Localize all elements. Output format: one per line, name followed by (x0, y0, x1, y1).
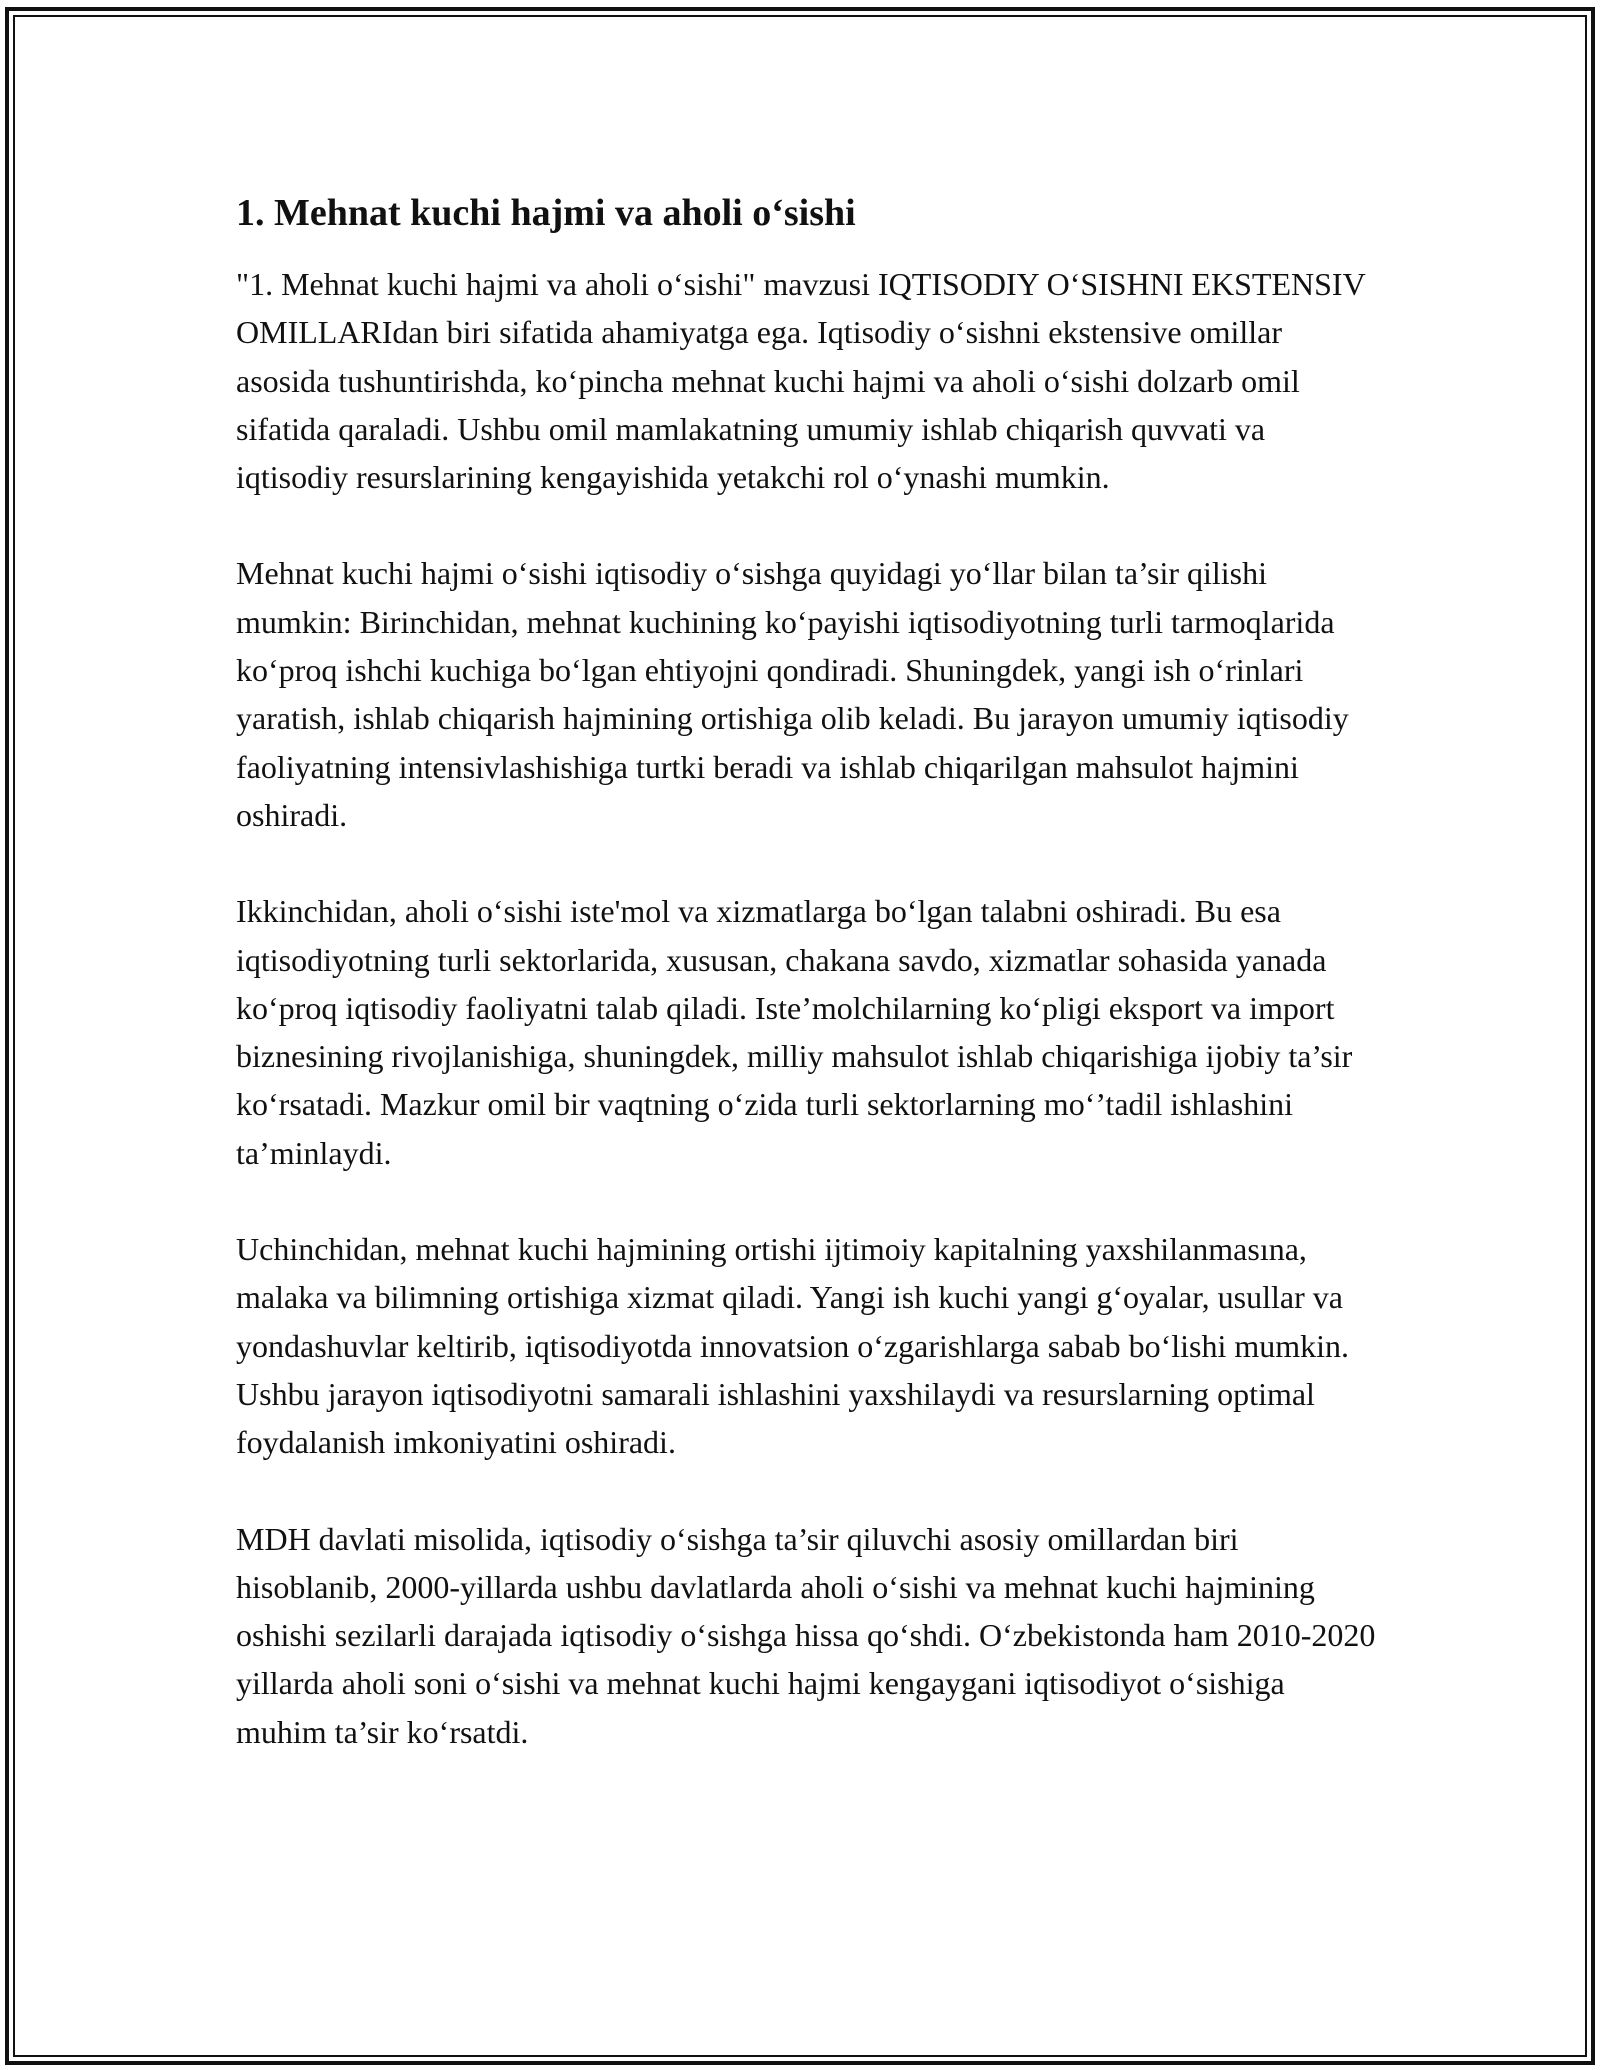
paragraph-cis-example: MDH davlati misolida, iqtisodiy o‘sishga ta’sir qiluvchi asosiy omillardan biri hisoblanib, 2000-yillarda ushbu davlatlarda aholi o‘sishi va mehnat kuchi hajmining oshishi sezilarli darajada iqtisodiy o‘sishga hissa qo‘shdi. O‘zbekistonda ham 2010-2020 yillarda aholi soni o‘sishi va mehnat kuchi hajmi kengaygani iqtisodiyot o‘sishiga muhim ta’sir ko‘rsatdi. (236, 1520, 1376, 1750)
paragraph-second-effect: Ikkinchidan, aholi o‘sishi iste'mol va xizmatlarga bo‘lgan talabni oshiradi. Bu esa iqtisodiyotning turli sektorlarida, xususan, chakana savdo, xizmatlar sohasida yanada ko‘proq iqtisodiy faoliyatni talab qiladi. Iste’molchilarning ko‘pligi eksport va import biznesining rivojlanishiga, shuningdek, milliy mahsulot ishlab chiqarishiga ijobiy ta’sir ko‘rsatadi. Mazkur omil bir vaqtning o‘zida turli sektorlarning mo‘’tadil ishlashini ta’minlaydi. (236, 893, 1353, 1171)
paragraph-first-effect: Mehnat kuchi hajmi o‘sishi iqtisodiy o‘sishga quyidagi yo‘llar bilan ta’sir qilishi mumkin: Birinchidan, mehnat kuchining ko‘payishi iqtisodiyotning turli tarmoqlarida ko‘proq ishchi kuchiga bo‘lgan ehtiyojni qondiradi. Shuningdek, yangi ish o‘rinlari yaratish, ishlab chiqarish hajmining ortishiga olib keladi. Bu jarayon umumiy iqtisodiy faoliyatning intensivlashishiga turtki beradi va ishlab chiqarilgan mahsulot hajmini oshiradi. (236, 555, 1349, 833)
paragraph-intro: "1. Mehnat kuchi hajmi va aholi o‘sishi" mavzusi IQTISODIY O‘SISHNI EKSTENSIV OMILLARIdan biri sifatida ahamiyatga ega. Iqtisodiy o‘sishni ekstensive omillar asosida tushuntirishda, ko‘pincha mehnat kuchi hajmi va aholi o‘sishi dolzarb omil sifatida qaraladi. Ushbu omil mamlakatning umumiy ishlab chiqarish quvvati va iqtisodiy resurslarining kengayishida yetakchi rol o‘ynashi mumkin. (236, 266, 1366, 496)
section-heading: 1. Mehnat kuchi hajmi va aholi o‘sishi (236, 192, 856, 234)
paragraph-third-effect: Uchinchidan, mehnat kuchi hajmining ortishi ijtimoiy kapitalning yaxshilanmasına, malaka va bilimning ortishiga xizmat qiladi. Yangi ish kuchi yangi g‘oyalar, usullar va yondashuvlar keltirib, iqtisodiyotda innovatsion o‘zgarishlarga sabab bo‘lishi mumkin. Ushbu jarayon iqtisodiyotni samarali ishlashini yaxshilaydi va resurslarning optimal foydalanish imkoniyatini oshiradi. (236, 1231, 1350, 1461)
document-body (236, 183, 1376, 1756)
